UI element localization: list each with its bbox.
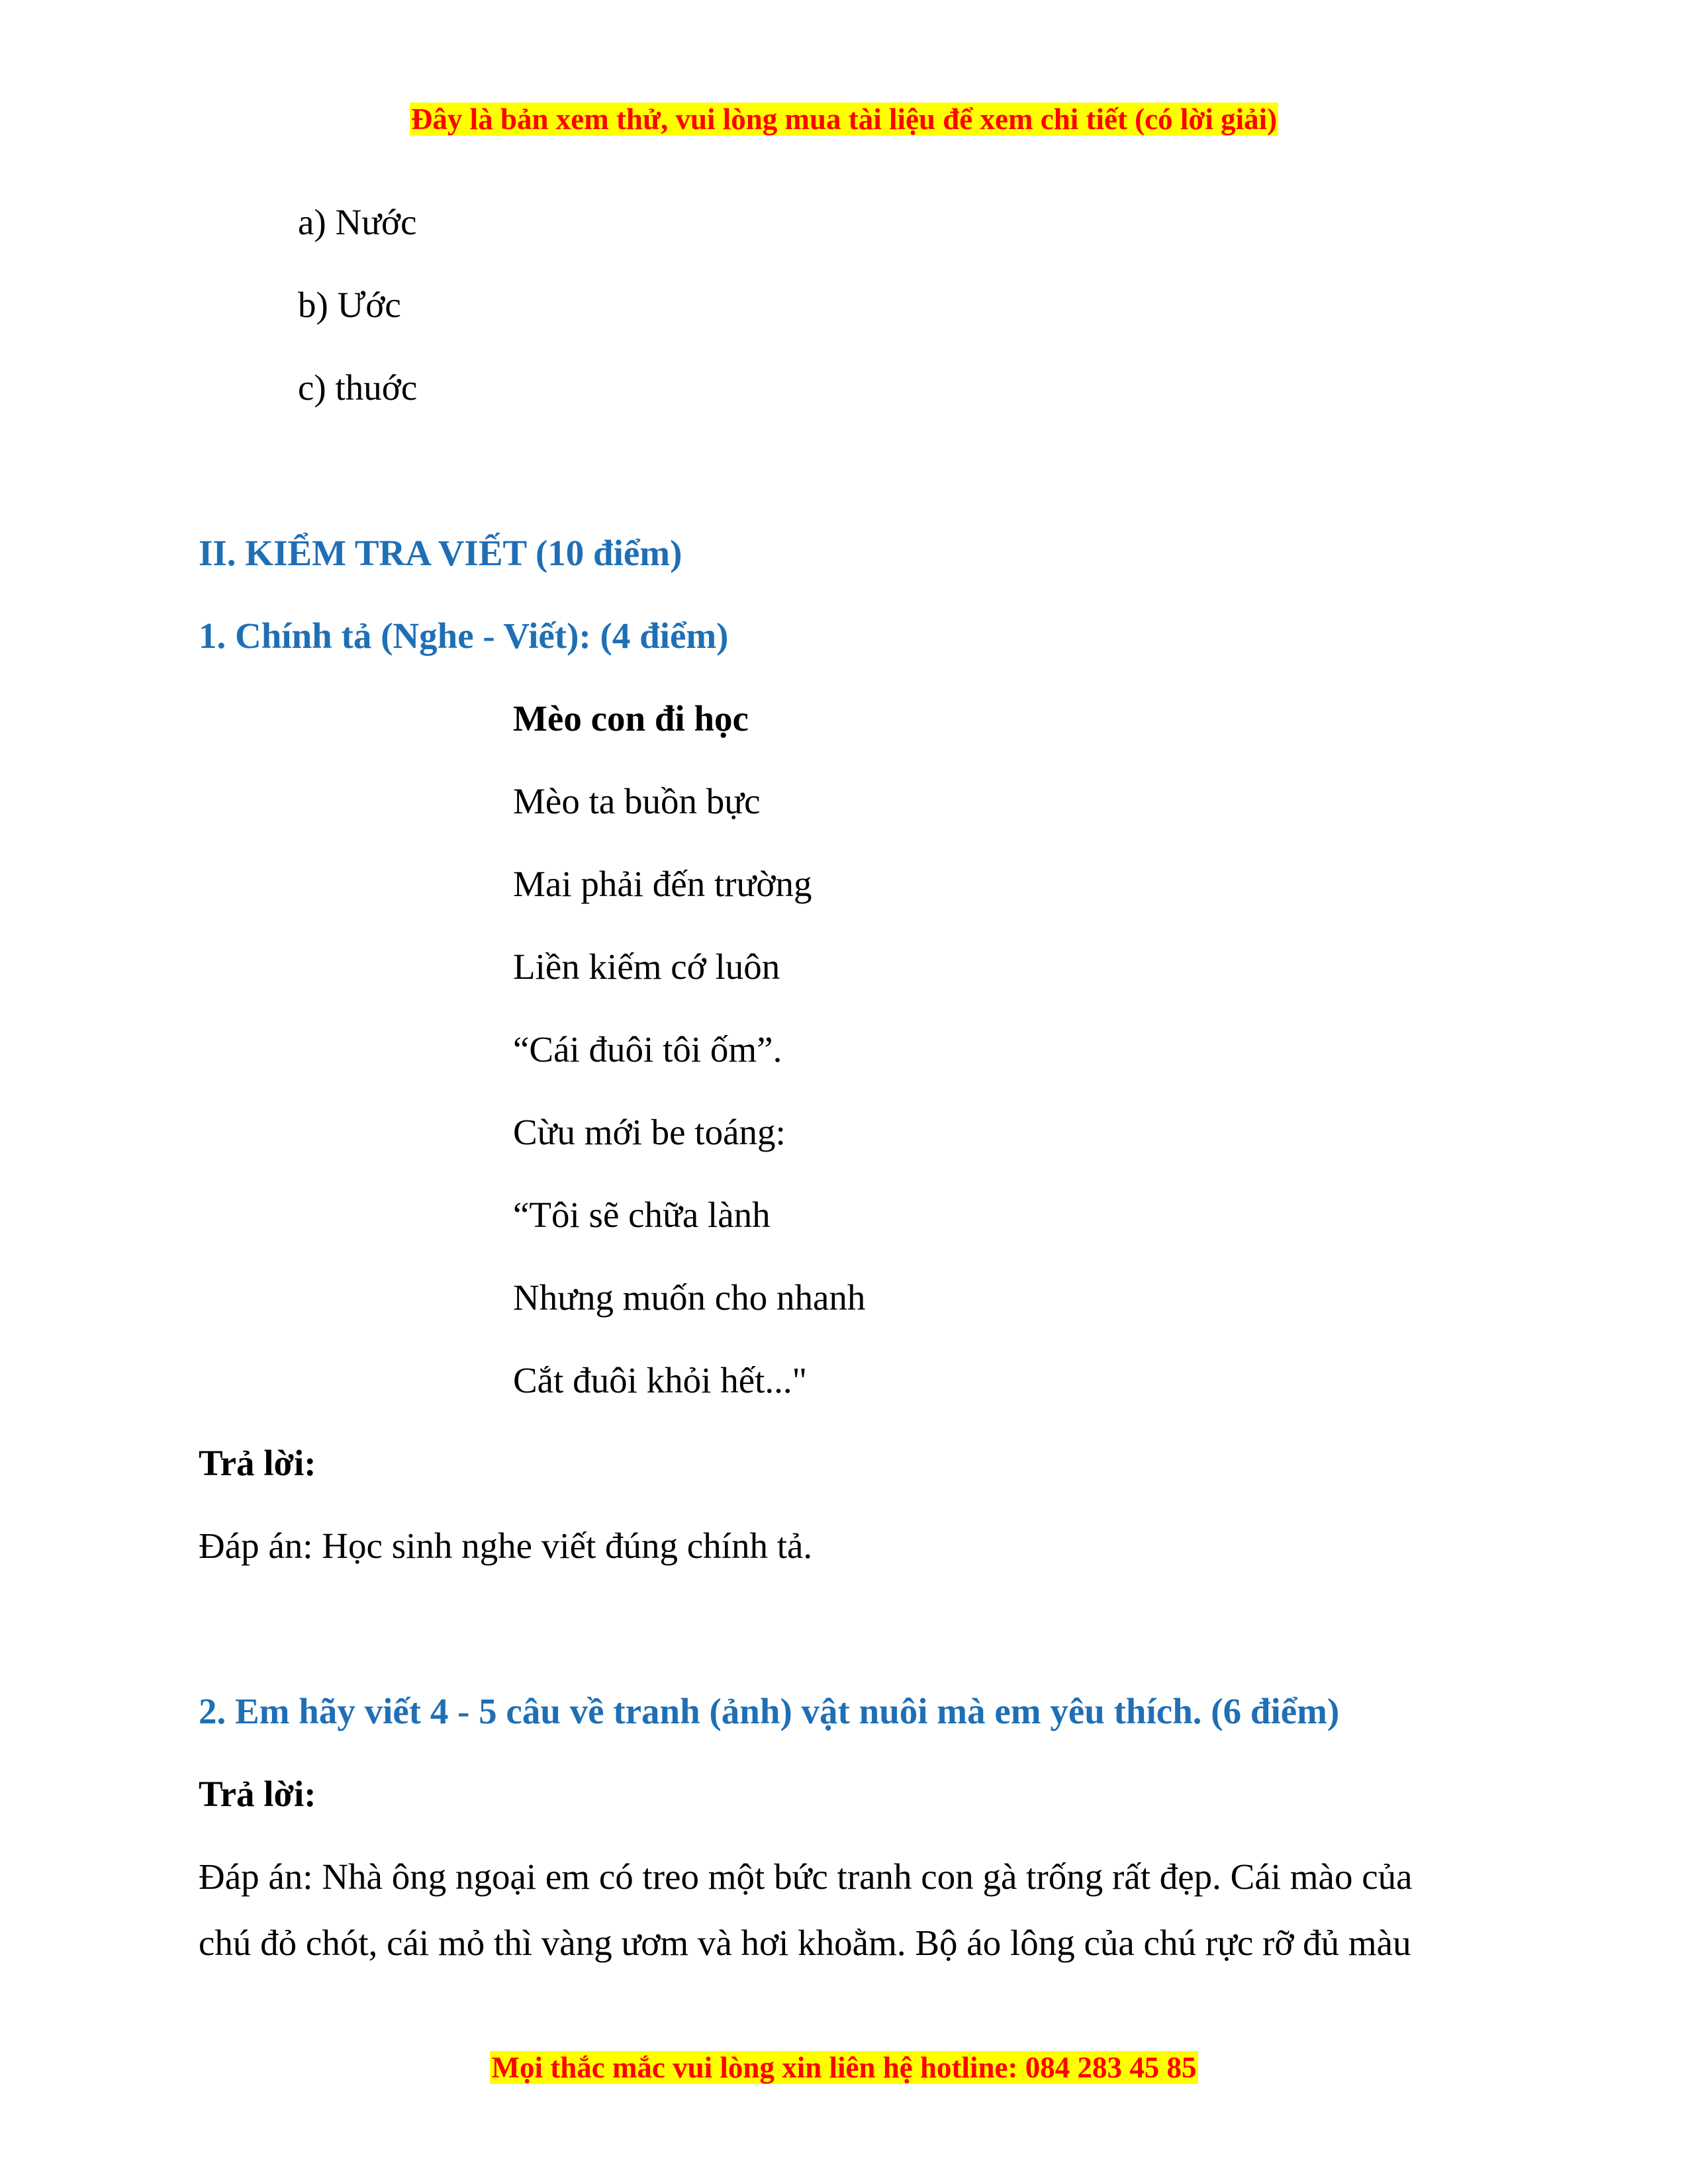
answer-paragraph-line: Đáp án: Nhà ông ngoại em có treo một bức tranh con gà trống rất đẹp. Cái mào của xyxy=(199,1856,1413,1897)
hotline-notice-text: Mọi thắc mắc vui lòng xin liên hệ hotline: 084 283 45 85 xyxy=(491,2051,1197,2084)
preview-notice xyxy=(0,101,1688,138)
option-c: c) thuớc xyxy=(298,367,418,408)
poem-line: Mai phải đến trường xyxy=(513,864,812,904)
answer-text: Đáp án: Học sinh nghe viết đúng chính tả. xyxy=(199,1525,813,1566)
poem-line: Liền kiếm cớ luôn xyxy=(513,946,780,987)
preview-notice-text: Đây là bản xem thử, vui lòng mua tài liệu để xem chi tiết (có lời giải) xyxy=(410,103,1278,136)
question-1-heading: 1. Chính tả (Nghe - Viết): (4 điểm) xyxy=(199,615,729,656)
poem-line: Mèo ta buồn bực xyxy=(513,781,761,821)
poem-line: Cừu mới be toáng: xyxy=(513,1112,786,1152)
option-a: a) Nước xyxy=(298,202,417,242)
poem-title: Mèo con đi học xyxy=(513,698,749,739)
hotline-notice xyxy=(0,2049,1688,2086)
poem-line: “Tôi sẽ chữa lành xyxy=(513,1195,771,1235)
answer-paragraph-line: chú đỏ chót, cái mỏ thì vàng ươm và hơi khoằm. Bộ áo lông của chú rực rỡ đủ màu xyxy=(199,1923,1411,1963)
answer-label: Trả lời: xyxy=(199,1443,316,1483)
question-2-heading: 2. Em hãy viết 4 - 5 câu về tranh (ảnh) vật nuôi mà em yêu thích. (6 điểm) xyxy=(199,1691,1340,1731)
poem-line: Cắt đuôi khỏi hết..." xyxy=(513,1360,808,1400)
poem-line: “Cái đuôi tôi ốm”. xyxy=(513,1029,782,1069)
section-heading: II. KIỂM TRA VIẾT (10 điểm) xyxy=(199,533,682,573)
poem-line: Nhưng muốn cho nhanh xyxy=(513,1277,866,1318)
option-b: b) Ước xyxy=(298,285,401,325)
answer-label: Trả lời: xyxy=(199,1774,316,1814)
